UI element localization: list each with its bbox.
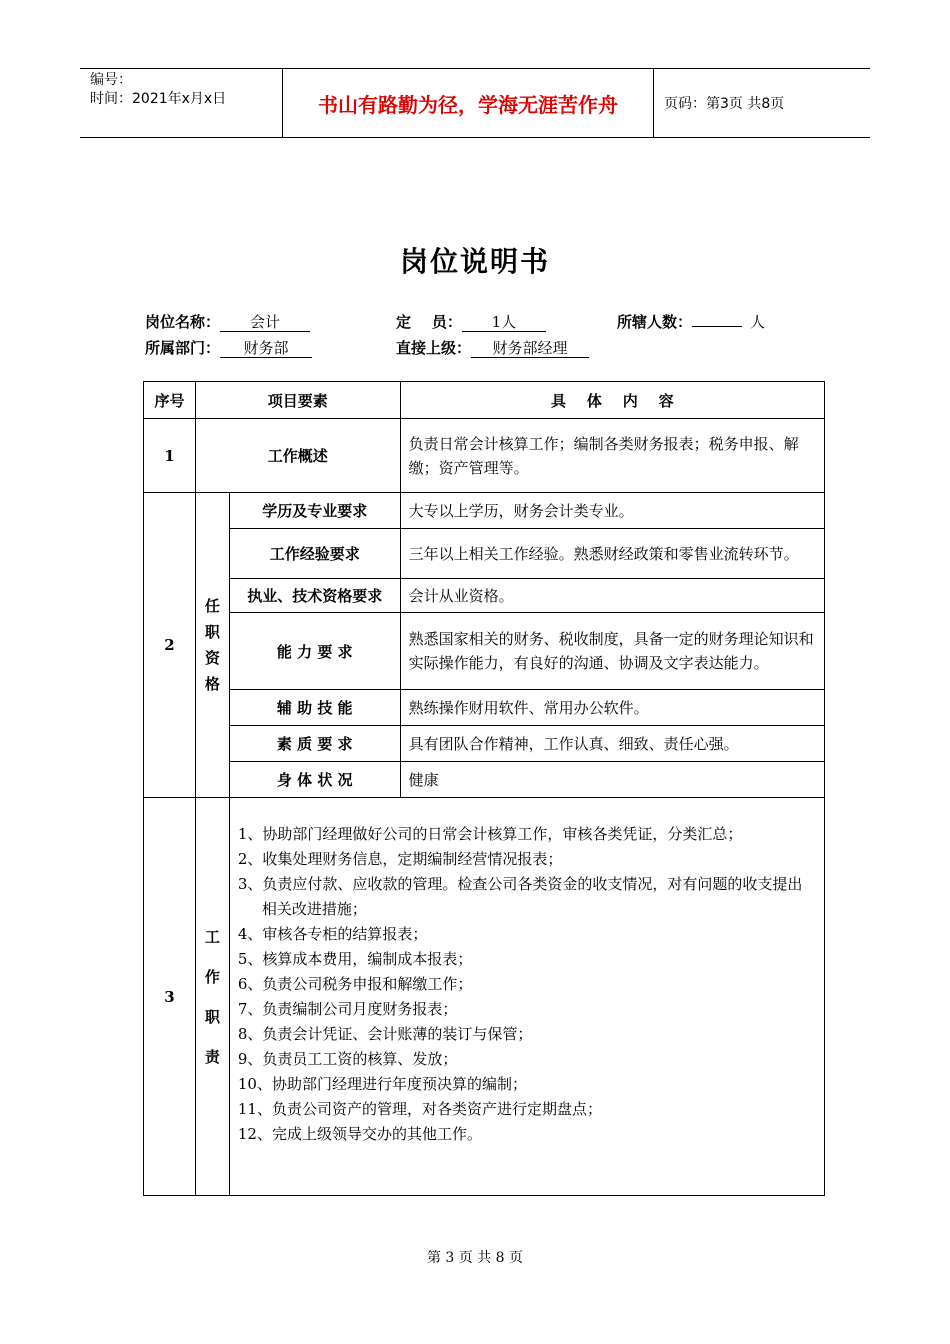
group-char: 资 (204, 649, 220, 667)
row-number: 1 (144, 419, 196, 493)
row-content: 熟练操作财用软件、常用办公软件。 (400, 690, 824, 726)
row-content: 负责日常会计核算工作；编制各类财务报表；税务申报、解缴；资产管理等。 (400, 419, 824, 493)
list-item: 12、完成上级领导交办的其他工作。 (237, 1125, 482, 1143)
group-char: 格 (204, 675, 220, 693)
table-row (144, 613, 825, 690)
group-char: 职 (204, 623, 220, 641)
row-item: 执业、技术资格要求 (229, 579, 400, 613)
row-item: 工作经验要求 (229, 529, 400, 579)
info-position (145, 311, 310, 332)
row-content: 三年以上相关工作经验。熟悉财经政策和零售业流转环节。 (400, 529, 824, 579)
header-page-code: 页码：第3页 共8页 (664, 96, 785, 112)
headcount-label: 定 员： (396, 313, 462, 331)
headcount-value: 1人 (462, 313, 546, 332)
info-subordinates (617, 311, 765, 332)
supervisor-value: 财务部经理 (471, 339, 589, 358)
page-footer: 第 3 页 共 8 页 (426, 1250, 524, 1266)
table-row (144, 690, 825, 726)
row-item: 学历及专业要求 (229, 493, 400, 529)
position-label: 岗位名称： (145, 313, 221, 331)
document-title: 岗位说明书 (399, 245, 550, 278)
table-row (144, 579, 825, 613)
duties-group-label (195, 798, 229, 1196)
dept-value: 财务部 (220, 339, 312, 358)
subordinates-unit: 人 (750, 313, 766, 331)
table-row (144, 529, 825, 579)
list-item: 6、负责公司税务申报和解缴工作； (237, 975, 473, 993)
header-time: 时间：2021年x月x日 (90, 91, 227, 107)
list-item: 10、协助部门经理进行年度预决算的编制； (237, 1075, 527, 1093)
position-value: 会计 (220, 313, 310, 332)
row-item: 辅 助 技 能 (229, 690, 400, 726)
page-header (80, 68, 870, 138)
list-item: 1、协助部门经理做好公司的日常会计核算工作，审核各类凭证，分类汇总； (237, 825, 743, 843)
row-content: 大专以上学历，财务会计类专业。 (400, 493, 824, 529)
table-row (144, 419, 825, 493)
qualification-group-label (195, 493, 229, 798)
info-headcount (396, 311, 546, 332)
table-row (144, 493, 825, 529)
subordinates-label: 所辖人数： (617, 313, 693, 331)
list-item: 4、审核各专柜的结算报表； (237, 925, 428, 943)
supervisor-label: 直接上级： (396, 339, 472, 357)
header-motto: 书山有路勤为径，学海无涯苦作舟 (282, 69, 654, 137)
header-content: 具 体 内 容 (400, 382, 824, 419)
group-char: 任 (204, 597, 220, 615)
header-seq: 序号 (144, 382, 196, 419)
table-header-row (144, 382, 825, 419)
row-content: 熟悉国家相关的财务、税收制度，具备一定的财务理论知识和实际操作能力，有良好的沟通、协调及文字表达能力。 (400, 613, 824, 690)
subordinates-value (692, 326, 742, 327)
list-item: 9、负责员工工资的核算、发放； (237, 1050, 458, 1068)
header-meta (80, 69, 282, 137)
info-dept (145, 337, 312, 358)
header-item: 项目要素 (195, 382, 400, 419)
table-row (144, 726, 825, 762)
list-item: 2、收集处理财务信息，定期编制经营情况报表； (237, 850, 563, 868)
row-number: 3 (144, 798, 196, 1196)
row-content: 具有团队合作精神，工作认真、细致、责任心强。 (400, 726, 824, 762)
dept-label: 所属部门： (145, 339, 221, 357)
list-item: 8、负责会计凭证、会计账薄的装订与保管； (237, 1025, 533, 1043)
row-content: 健康 (400, 762, 824, 798)
list-item: 11、负责公司资产的管理，对各类资产进行定期盘点； (237, 1100, 602, 1118)
header-number: 编号： (90, 72, 132, 88)
row-content: 会计从业资格。 (400, 579, 824, 613)
group-char: 作 (204, 967, 220, 986)
table-row (144, 798, 825, 1196)
group-char: 职 (204, 1007, 220, 1026)
info-supervisor (396, 337, 589, 358)
group-char: 工 (204, 927, 220, 946)
group-char: 责 (204, 1047, 220, 1066)
row-item: 素 质 要 求 (229, 726, 400, 762)
row-item: 身 体 状 况 (229, 762, 400, 798)
duties-list (229, 798, 824, 1196)
list-item: 3、负责应付款、应收款的管理。检查公司各类资金的收支情况，对有问题的收支提出相关改进措施； (237, 875, 803, 918)
table-row (144, 762, 825, 798)
list-item: 7、负责编制公司月度财务报表； (237, 1000, 458, 1018)
list-item: 5、核算成本费用，编制成本报表； (237, 950, 473, 968)
row-number: 2 (144, 493, 196, 798)
job-description-table (143, 381, 825, 1196)
row-item: 工作概述 (195, 419, 400, 493)
row-item: 能 力 要 求 (229, 613, 400, 690)
